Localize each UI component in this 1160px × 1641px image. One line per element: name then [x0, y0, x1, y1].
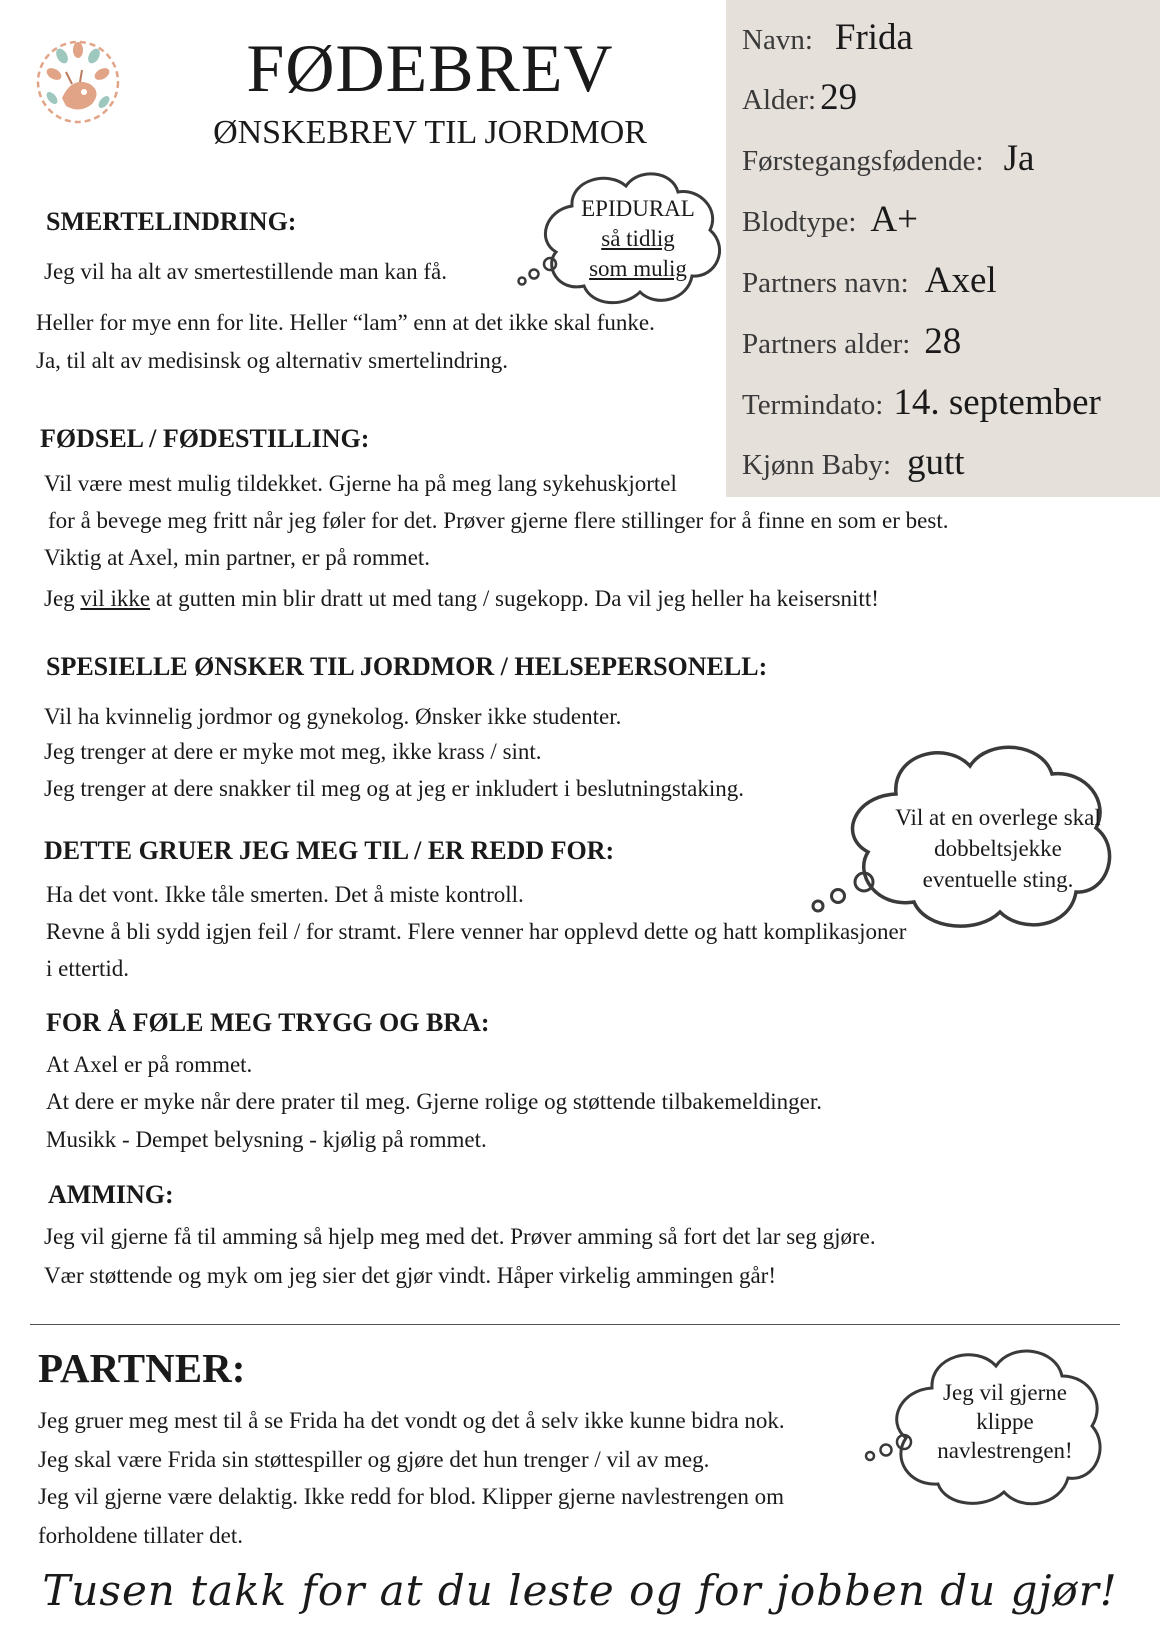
- gruer-line-2: Revne å bli sydd igjen feil / for stramt. Flere venner har opplevd dette og hatt komplikasjoner: [46, 919, 907, 944]
- info-age: Alder: 29: [742, 77, 858, 118]
- info-blood-type: Blodtype: A+: [742, 199, 918, 240]
- section-divider: [30, 1324, 1120, 1325]
- info-partner-name: Partners navn: Axel: [742, 260, 997, 301]
- info-partner-age: Partners alder: 28: [742, 321, 962, 362]
- trygg-line-3: Musikk - Dempet belysning - kjølig på rommet.: [46, 1127, 487, 1152]
- spesielle-line-1: Vil ha kvinnelig jordmor og gynekolog. Ønsker ikke studenter.: [44, 704, 622, 729]
- page-title: FØDEBREV: [246, 30, 614, 106]
- partner-line-1: Jeg gruer meg mest til å se Frida ha det vondt og det å selv ikke kunne bidra nok.: [38, 1408, 785, 1433]
- gruer-line-3: i ettertid.: [46, 956, 130, 981]
- trygg-line-2: At dere er myke når dere prater til meg. Gjerne rolige og støttende tilbakemeldinger.: [46, 1089, 822, 1114]
- heading-trygg: FOR Å FØLE MEG TRYGG OG BRA:: [46, 1008, 490, 1037]
- heading-partner: PARTNER:: [38, 1345, 246, 1391]
- smerte-line-3: Ja, til alt av medisinsk og alternativ smertelindring.: [36, 348, 509, 373]
- smerte-line-1: Jeg vil ha alt av smertestillende man kan få.: [44, 259, 448, 284]
- partner-line-2: Jeg skal være Frida sin støttespiller og gjøre det hun trenger / vil av meg.: [38, 1447, 710, 1472]
- fodsel-line-4: Jeg vil ikke at gutten min blir dratt ut med tang / sugekopp. Da vil jeg heller ha keisersnitt!: [44, 586, 879, 611]
- heading-gruer: DETTE GRUER JEG MEG TIL / ER REDD FOR:: [44, 836, 615, 865]
- spesielle-line-3: Jeg trenger at dere snakker til meg og at jeg er inkludert i beslutningstaking.: [44, 776, 745, 801]
- partner-line-3: Jeg vil gjerne være delaktig. Ikke redd for blod. Klipper gjerne navlestrengen om: [38, 1484, 784, 1509]
- deer-logo-icon: [32, 36, 124, 128]
- thank-you-note: Tusen takk for at du leste og for jobben du gjør!: [42, 1566, 1118, 1615]
- info-name: Navn: Frida: [742, 17, 913, 58]
- gruer-line-1: Ha det vont. Ikke tåle smerten. Det å miste kontroll.: [46, 882, 524, 907]
- fodsel-line-1: Vil være mest mulig tildekket. Gjerne ha på meg lang sykehuskjortel: [44, 471, 677, 496]
- amming-line-2: Vær støttende og myk om jeg sier det gjør vindt. Håper virkelig ammingen går!: [44, 1263, 777, 1288]
- trygg-line-1: At Axel er på rommet.: [46, 1052, 253, 1077]
- info-baby-sex: Kjønn Baby: gutt: [742, 442, 965, 483]
- partner-line-4: forholdene tillater det.: [38, 1523, 244, 1548]
- heading-fodsel: FØDSEL / FØDESTILLING:: [40, 424, 370, 453]
- fodsel-line-2: for å bevege meg fritt når jeg føler for det. Prøver gjerne flere stillinger for å finne en som er best.: [48, 508, 949, 533]
- amming-line-1: Jeg vil gjerne få til amming så hjelp meg med det. Prøver amming så fort det lar seg gjøre.: [44, 1224, 876, 1249]
- spesielle-line-2: Jeg trenger at dere er myke mot meg, ikke krass / sint.: [44, 739, 542, 764]
- info-first-time: Førstegangsfødende: Ja: [742, 138, 1035, 179]
- smerte-line-2: Heller for mye enn for lite. Heller “lam” enn at det ikke skal funke.: [36, 310, 655, 335]
- heading-amming: AMMING:: [48, 1180, 174, 1209]
- heading-smertelindring: SMERTELINDRING:: [46, 207, 297, 236]
- cloud-overlege: Vil at en overlege skal dobbeltsjekke eventuelle sting.: [895, 805, 1101, 892]
- heading-spesielle-onsker: SPESIELLE ØNSKER TIL JORDMOR / HELSEPERSONELL:: [46, 652, 768, 681]
- cloud-epidural: EPIDURAL så tidlig som mulig: [581, 196, 695, 281]
- page-subtitle: ØNSKEBREV TIL JORDMOR: [213, 114, 647, 151]
- fodsel-line-3: Viktig at Axel, min partner, er på rommet.: [44, 545, 431, 570]
- info-due-date: Termindato: 14. september: [742, 382, 1101, 423]
- cloud-partner: Jeg vil gjerne klippe navlestrengen!: [937, 1380, 1073, 1463]
